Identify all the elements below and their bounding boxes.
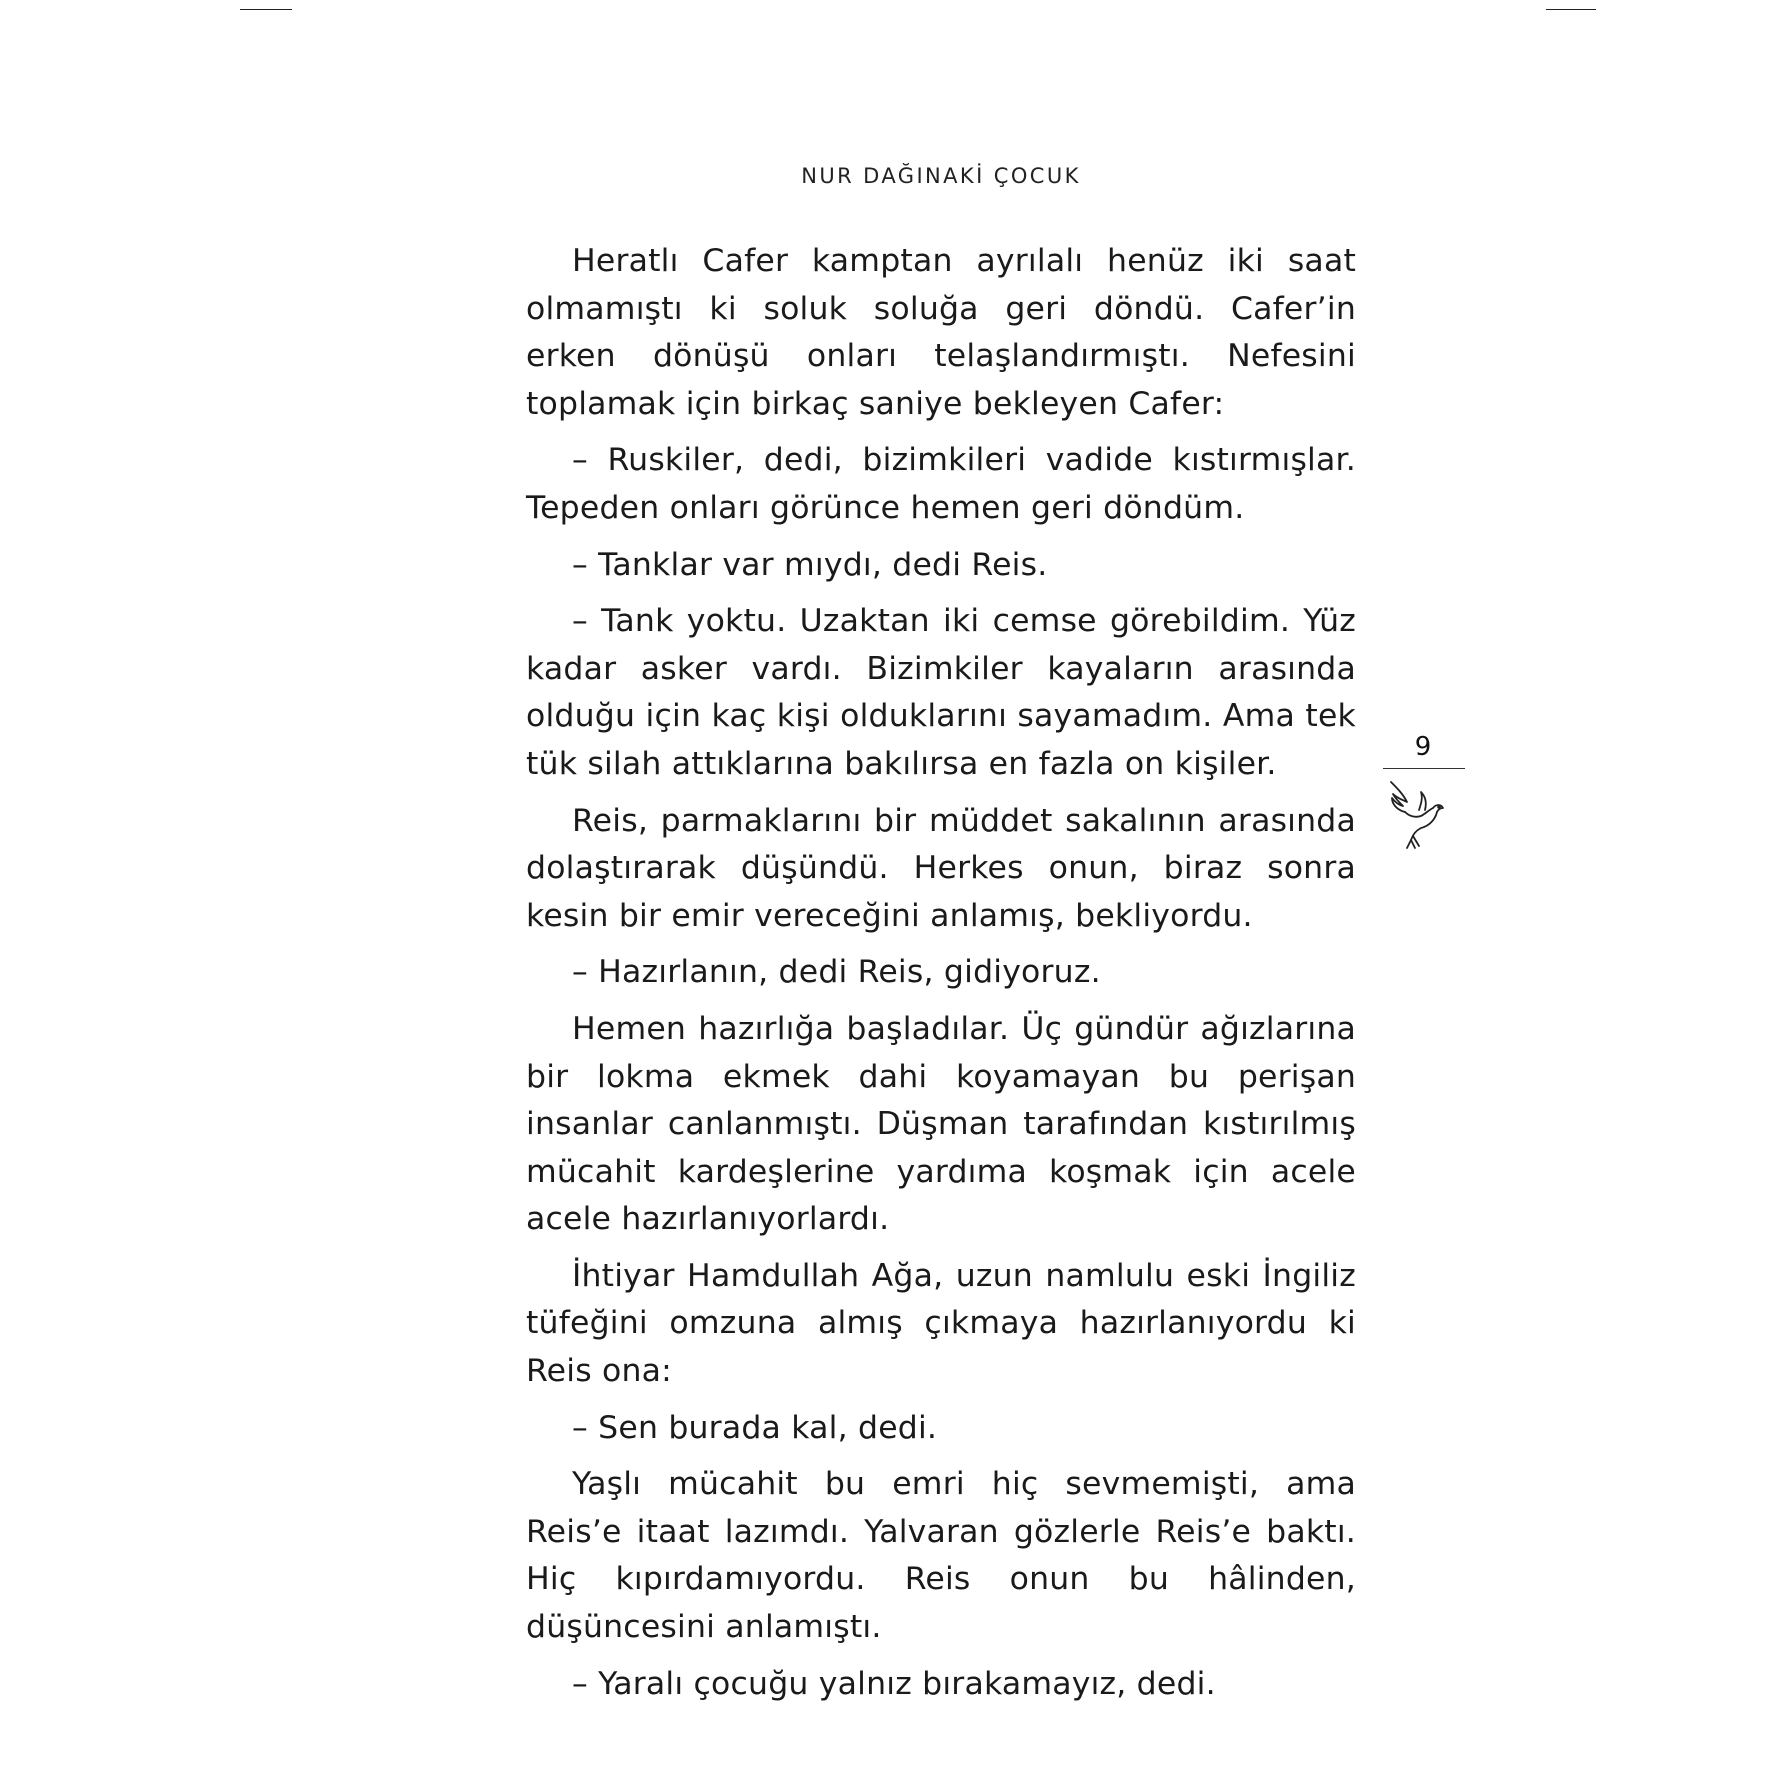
paragraph: – Ruskiler, dedi, bizimkileri vadide kıstırmışlar. Tepeden onları görünce hemen geri döndüm. (526, 442, 1356, 526)
page-number: 9 (1414, 732, 1432, 762)
crop-mark-left (240, 9, 292, 10)
paragraph: Yaşlı mücahit bu emri hiç sevmemişti, ama Reis’e itaat lazımdı. Yalvaran gözlerle Reis’e baktı. Hiç kıpırdamıyordu. Reis onun bu hâlinden, düşüncesini anlamıştı. (526, 1466, 1356, 1646)
paragraph: Hemen hazırlığa başladılar. Üç gündür ağızlarına bir lokma ekmek dahi koyamayan bu perişan insanlar canlanmıştı. Düşman tarafından kıstırılmış mücahit kardeşlerine yardıma koşmak için acele acele hazırlanıyorlardı. (526, 1010, 1356, 1238)
paragraph: – Tanklar var mıydı, dedi Reis. (572, 546, 1048, 583)
dove-icon (1383, 780, 1445, 850)
paragraph: İhtiyar Hamdullah Ağa, uzun namlulu eski İngiliz tüfeğini omzuna almış çıkmaya hazırlanıyordu ki Reis ona: (526, 1257, 1356, 1390)
paragraph: – Yaralı çocuğu yalnız bırakamayız, dedi. (572, 1665, 1216, 1702)
paragraph: – Tank yoktu. Uzaktan iki cemse görebildim. Yüz kadar asker vardı. Bizimkiler kayaların arasında olduğu için kaç kişi olduklarını sayamadım. Ama tek tük silah attıklarına bakılırsa en fazla on kişiler. (526, 603, 1356, 782)
paragraph: Heratlı Cafer kamptan ayrılalı henüz iki saat olmamıştı ki soluk soluğa geri döndü. Cafer’in erken dönüşü onları telaşlandırmıştı. Nefesini toplamak için birkaç saniye bekleyen Cafer: (526, 243, 1356, 422)
paragraph: – Hazırlanın, dedi Reis, gidiyoruz. (572, 954, 1101, 991)
page-number-rule (1383, 768, 1465, 769)
paragraph: – Sen burada kal, dedi. (572, 1409, 938, 1446)
running-header: NUR DAĞINAKİ ÇOCUK (801, 164, 1081, 188)
body-text (526, 238, 1356, 1717)
paragraph: Reis, parmaklarını bir müddet sakalının arasında dolaştırarak düşündü. Herkes onun, biraz sonra kesin bir emir vereceğini anlamış, bekliyordu. (526, 802, 1356, 934)
crop-mark-right (1546, 9, 1596, 10)
